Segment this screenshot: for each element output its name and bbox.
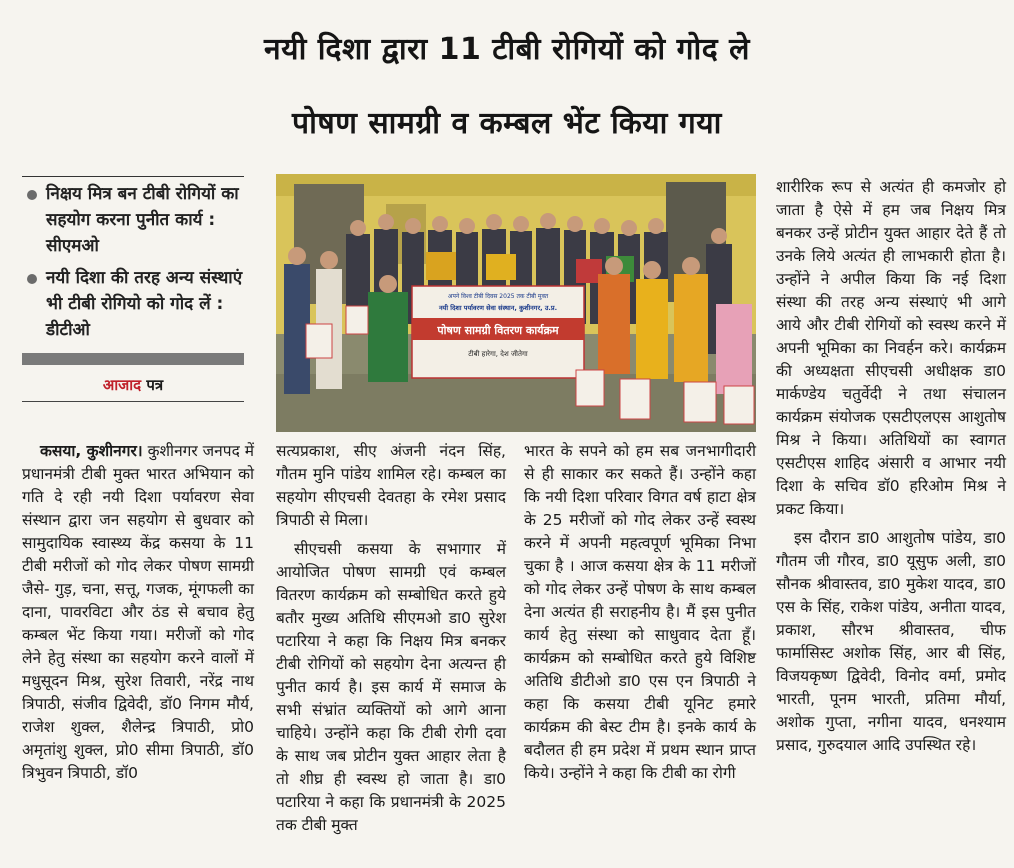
banner-line-3: टीबी हारेगा, देश जीतेगा bbox=[468, 350, 528, 358]
banner-main: पोषण सामग्री वितरण कार्यक्रम bbox=[437, 324, 559, 337]
banner-line-1: अपने विश्व टीबी दिवस 2025 तक टीबी मुक्त bbox=[447, 293, 549, 300]
highlight-text: निक्षय मित्र बन टीबी रोगियों का सहयोग करना पुनीत कार्य : सीएमओ bbox=[46, 184, 239, 256]
article-dateline: कसया, कुशीनगर। bbox=[40, 442, 143, 460]
article-paragraph: शारीरिक रूप से अत्यंत ही कमजोर हो जाता है ऐसे में हम जब निक्षय मित्र बनकर उन्हें प्रोटीन युक्त आहार देते हैं तो उनके लिये अत्यंत ही लाभकारी होता है। उन्होंने ने अपील किया कि नई दिशा संस्था की तरह अन्य संस्थाएं भी आगे आये और टीबी रोगियों को स्वस्थ करने में अपनी भूमिका का निवर्हन करे। कार्यक्रम की अध्यक्षता सीएचसी अधीक्षक डा0 मार्कण्डेय चतुर्वेदी ने तथा संचालन कार्यक्रम संयोजक एसटीएलएस आशुतोष मिश्र ने किया। अतिथियों का स्वागत एसटीएस शाहिद अंसारी व आभार नयी दिशा के सचिव डॉ0 हरिओम मिश्र ने प्रकट किया। bbox=[776, 178, 1006, 518]
divider bbox=[22, 176, 244, 177]
divider bbox=[22, 353, 244, 365]
event-photo bbox=[276, 174, 756, 432]
source-credit bbox=[22, 375, 244, 395]
article-paragraph: सत्यप्रकाश, सीए अंजनी नंदन सिंह, गौतम मुनि पांडेय शामिल रहे। कम्बल का सहयोग सीएचसी देवतहा के रमेश प्रसाद त्रिपाठी से मिला। bbox=[276, 442, 506, 529]
headline-line-2: पोषण सामग्री व कम्बल भेंट किया गया bbox=[292, 106, 722, 141]
article-column-3 bbox=[524, 440, 756, 785]
article-paragraph: भारत के सपने को हम सब जनभागीदारी से ही साकार कर सकते हैं। उन्होंने कहा कि नयी दिशा परिवार विगत वर्ष हाटा क्षेत्र के 25 मरीजों को गोद लेकर उन्हें स्वस्थ करने में अपनी महत्वपूर्ण भूमिका निभा चुका है । आज कसया क्षेत्र के 11 मरीजों को गोद लेकर उन्हें पोषण के साथ कम्बल देना अत्यंत ही सराहनीय है। मैं इस पुनीत कार्य हेतु संस्था को साधुवाद देता हूँ। कार्यक्रम को सम्बोधित करते हुये विशिष्ट अतिथि डीटीओ डा0 एस एन त्रिपाठी ने कहा कि कसया टीबी यूनिट हमारे कार्यक्रम की बेस्ट टीम है। इनके कार्य के बदौलत ही हम प्रदेश में प्रथम स्थान प्राप्त किये। उन्होंने ने कहा कि टीबी का रोगी bbox=[524, 442, 756, 782]
highlight-text: नयी दिशा की तरह अन्य संस्थाएं भी टीबी रोगियो को गोद लें : डीटीओ bbox=[46, 268, 243, 340]
article-paragraph: इस दौरान डा0 आशुतोष पांडेय, डा0 गौतम जी गौरव, डा0 यूसुफ अली, डा0 सौनक श्रीवास्तव, डा0 मुकेश यादव, डा0 एस के सिंह, राकेश पांडेय, अनीता यादव, प्रकाश, सौरभ श्रीवास्तव, चीफ फार्मासिस्ट अशोक सिंह, आर बी सिंह, विजयकृष्ण द्विवेदी, विनोद वर्मा, प्रमोद भारती, पूनम भारती, प्रतिमा मौर्या, अशोक गुप्ता, नगीना यादव, धनश्याम प्रसाद, गुरुदयाल आदि उपस्थित रहे। bbox=[776, 529, 1006, 754]
divider bbox=[22, 401, 244, 402]
bullet-dot-icon bbox=[27, 190, 37, 200]
headline-line-1: नयी दिशा द्वारा 11 टीबी रोगियों को गोद ले bbox=[264, 32, 750, 67]
sidebar-highlights bbox=[22, 176, 244, 402]
article-column-4 bbox=[776, 176, 1006, 757]
article-paragraph: सीएचसी कसया के सभागार में आयोजित पोषण सामग्री एवं कम्बल वितरण कार्यक्रम को सम्बोधित करते हुये बतौर मुख्य अतिथि सीएमओ डा0 सुरेश पटारिया ने कहा कि निक्षय मित्र बनकर टीबी रोगियों को सहयोग देना अत्यन्त ही पुनीत कार्य है। इस कार्य में समाज के सभी संभ्रांत व्यक्तियों को आगे आना चाहिये। उन्होंने कहा कि टीबी रोगी दवा के साथ जब प्रोटीन युक्त आहार लेता है तो शीघ्र ही स्वस्थ हो जाता है। डा0 पटारिया ने कहा कि प्रधानमंत्री के 2025 तक टीबी मुक्त bbox=[276, 540, 506, 834]
source-name: आजाद bbox=[102, 376, 142, 394]
highlight-bullet bbox=[22, 181, 244, 259]
source-suffix: पत्र bbox=[141, 376, 164, 394]
article-column-1 bbox=[22, 440, 254, 785]
banner-line-2: नयी दिशा पर्यावरण सेवा संस्थान, कुशीनगर, उ.प्र. bbox=[438, 304, 558, 312]
highlight-bullet bbox=[22, 265, 244, 343]
article-column-2 bbox=[276, 440, 506, 837]
article-text: कुशीनगर जनपद में प्रधानमंत्री टीबी मुक्त भारत अभियान को गति दे रही नयी दिशा पर्यावरण सेवा संस्थान द्वारा जन सहयोग से बुधवार को सामुदायिक स्वास्थ्य केंद्र कसया के 11 टीबी मरीजों को गोद लेकर पोषण सामग्री जैसे- गुड़, चना, सत्तू, गजक, मूंगफली का दाना, पावरविटा और ठंड से बचाव हेतु कम्बल भेंट किया गया। मरीजों को गोद लेने हेतु संस्था का सहयोग करने वालों में मधुसूदन मिश्र, सुरेश तिवारी, नरेंद्र नाथ त्रिपाठी, संजीव द्विवेदी, डॉ0 निगम मौर्य, राजेश शुक्ल, शैलेन्द्र त्रिपाठी, प्रो0 अमृतांशु शुक्ल, प्रो0 सीमा त्रिपाठी, डॉ0 त्रिभुवन त्रिपाठी, डॉ0 bbox=[22, 442, 255, 782]
bullet-dot-icon bbox=[27, 274, 37, 284]
